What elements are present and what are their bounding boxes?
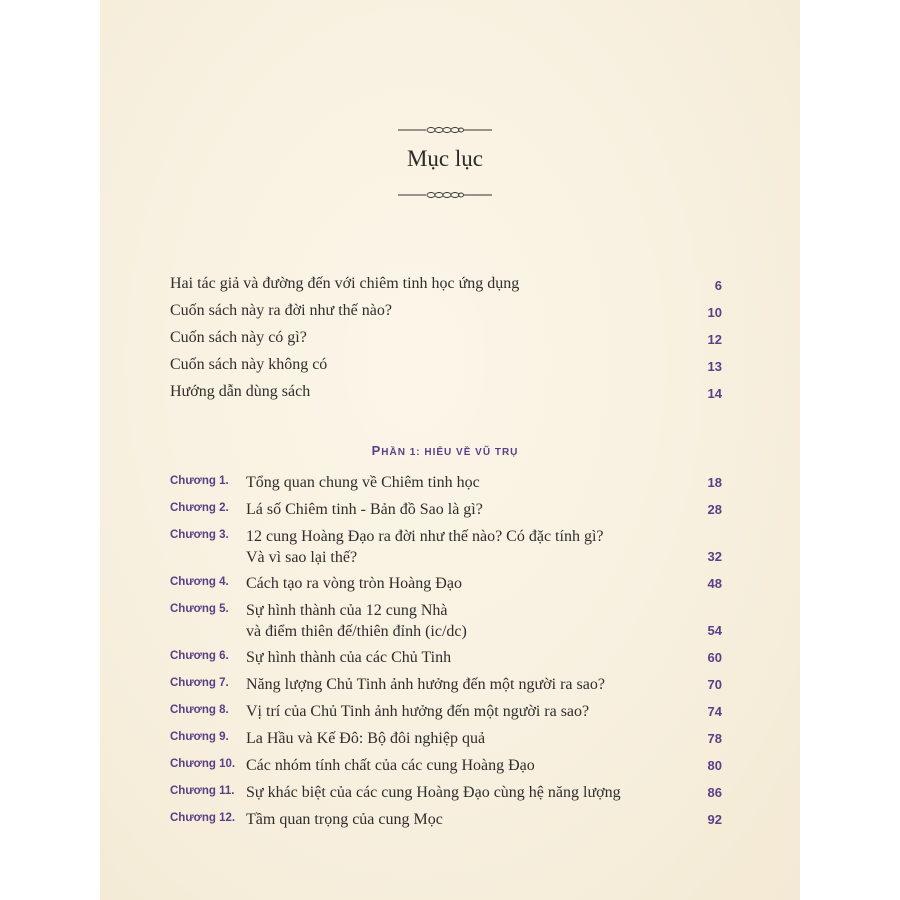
- chapter-page: 74: [707, 704, 722, 719]
- toc-entry-page: 13: [707, 359, 722, 374]
- toc-entry-page: 10: [707, 305, 722, 320]
- chapter-label: Chương 12.: [170, 812, 236, 824]
- toc-title: Mục lục: [406, 146, 483, 171]
- chapter-page: 32: [707, 549, 722, 564]
- toc-entry-page: 12: [707, 332, 722, 347]
- top-ornament-divider: [398, 125, 492, 135]
- chapter-label: Chương 8.: [170, 704, 229, 716]
- chapter-title-line-2: Và vì sao lại thế?: [246, 549, 358, 566]
- chapter-title: Sự hình thành của các Chủ Tinh: [246, 649, 452, 666]
- chapter-title: Sự khác biệt của các cung Hoàng Đạo cùng hệ năng lượng: [246, 784, 621, 801]
- toc-entry[interactable]: [170, 329, 722, 351]
- chapter-entry[interactable]: [170, 782, 722, 804]
- chapter-title: Tổng quan chung về Chiêm tinh học: [246, 474, 480, 491]
- toc-entry-title: Hướng dẫn dùng sách: [170, 383, 311, 400]
- chapter-label: Chương 3.: [170, 529, 229, 541]
- toc-entry-page: 14: [707, 386, 722, 401]
- chapter-title: Vị trí của Chủ Tinh ảnh hưởng đến một người ra sao?: [246, 703, 590, 720]
- chapter-entry[interactable]: [170, 499, 722, 521]
- chapter-entry[interactable]: [170, 701, 722, 723]
- chapter-page: 92: [707, 812, 722, 827]
- chapter-label: Chương 6.: [170, 650, 229, 662]
- chapter-page: 48: [707, 576, 722, 591]
- chapter-label: Chương 9.: [170, 731, 229, 743]
- toc-entry-page: 6: [714, 278, 722, 293]
- chapter-page: 80: [707, 758, 722, 773]
- chapter-entry[interactable]: [170, 755, 722, 777]
- chapter-entry[interactable]: [170, 809, 722, 831]
- chapter-page: 28: [707, 502, 722, 517]
- toc-entry-title: Hai tác giả và đường đến với chiêm tinh học ứng dụng: [170, 275, 520, 292]
- part-heading-initial: P: [371, 443, 382, 458]
- chapter-title-line-2: và điểm thiên đế/thiên đỉnh (ic/dc): [246, 623, 467, 640]
- toc-entry-title: Cuốn sách này không có: [170, 356, 328, 373]
- chapter-page: 18: [707, 475, 722, 490]
- chapter-entry[interactable]: [170, 728, 722, 750]
- chapter-page: 86: [707, 785, 722, 800]
- chapter-label: Chương 7.: [170, 677, 229, 689]
- chapter-title: Tầm quan trọng của cung Mọc: [246, 811, 443, 828]
- chapter-page: 78: [707, 731, 722, 746]
- chapter-title-line-1: 12 cung Hoàng Đạo ra đời như thế nào? Có đặc tính gì?: [246, 528, 604, 545]
- chapter-entry[interactable]: [170, 526, 722, 570]
- chapter-label: Chương 2.: [170, 502, 229, 514]
- part-heading-rest: HẦN 1: HIỂU VỀ VŨ TRỤ: [381, 447, 519, 458]
- chapter-page: 60: [707, 650, 722, 665]
- chapter-entry[interactable]: [170, 674, 722, 696]
- bottom-ornament-divider: [398, 190, 492, 200]
- chapter-title: Các nhóm tính chất của các cung Hoàng Đạo: [246, 757, 535, 774]
- chapter-entry[interactable]: [170, 600, 722, 644]
- chapter-title-line-1: Sự hình thành của 12 cung Nhà: [246, 602, 448, 619]
- chapter-label: Chương 1.: [170, 475, 229, 487]
- chapter-label: Chương 5.: [170, 603, 229, 615]
- chapter-title: Cách tạo ra vòng tròn Hoàng Đạo: [246, 575, 462, 592]
- chapter-title: Năng lượng Chủ Tinh ảnh hưởng đến một người ra sao?: [246, 676, 605, 693]
- toc-entry[interactable]: [170, 302, 722, 324]
- toc-entry[interactable]: [170, 356, 722, 378]
- chapter-title: La Hầu và Kế Đô: Bộ đôi nghiệp quả: [246, 730, 486, 747]
- chapter-label: Chương 4.: [170, 576, 229, 588]
- chapter-entry[interactable]: [170, 647, 722, 669]
- chapter-entry[interactable]: [170, 472, 722, 494]
- toc-entry[interactable]: [170, 275, 722, 297]
- chapter-entry[interactable]: [170, 573, 722, 595]
- chapter-label: Chương 10.: [170, 758, 236, 770]
- toc-entry-title: Cuốn sách này có gì?: [170, 329, 307, 346]
- chapter-title: Lá số Chiêm tinh - Bản đồ Sao là gì?: [246, 501, 483, 518]
- toc-entry-title: Cuốn sách này ra đời như thế nào?: [170, 302, 392, 319]
- chapter-label: Chương 11.: [170, 785, 235, 797]
- part-heading: [300, 443, 590, 458]
- chapter-page: 70: [707, 677, 722, 692]
- toc-entry[interactable]: [170, 383, 722, 405]
- chapter-page: 54: [707, 623, 722, 638]
